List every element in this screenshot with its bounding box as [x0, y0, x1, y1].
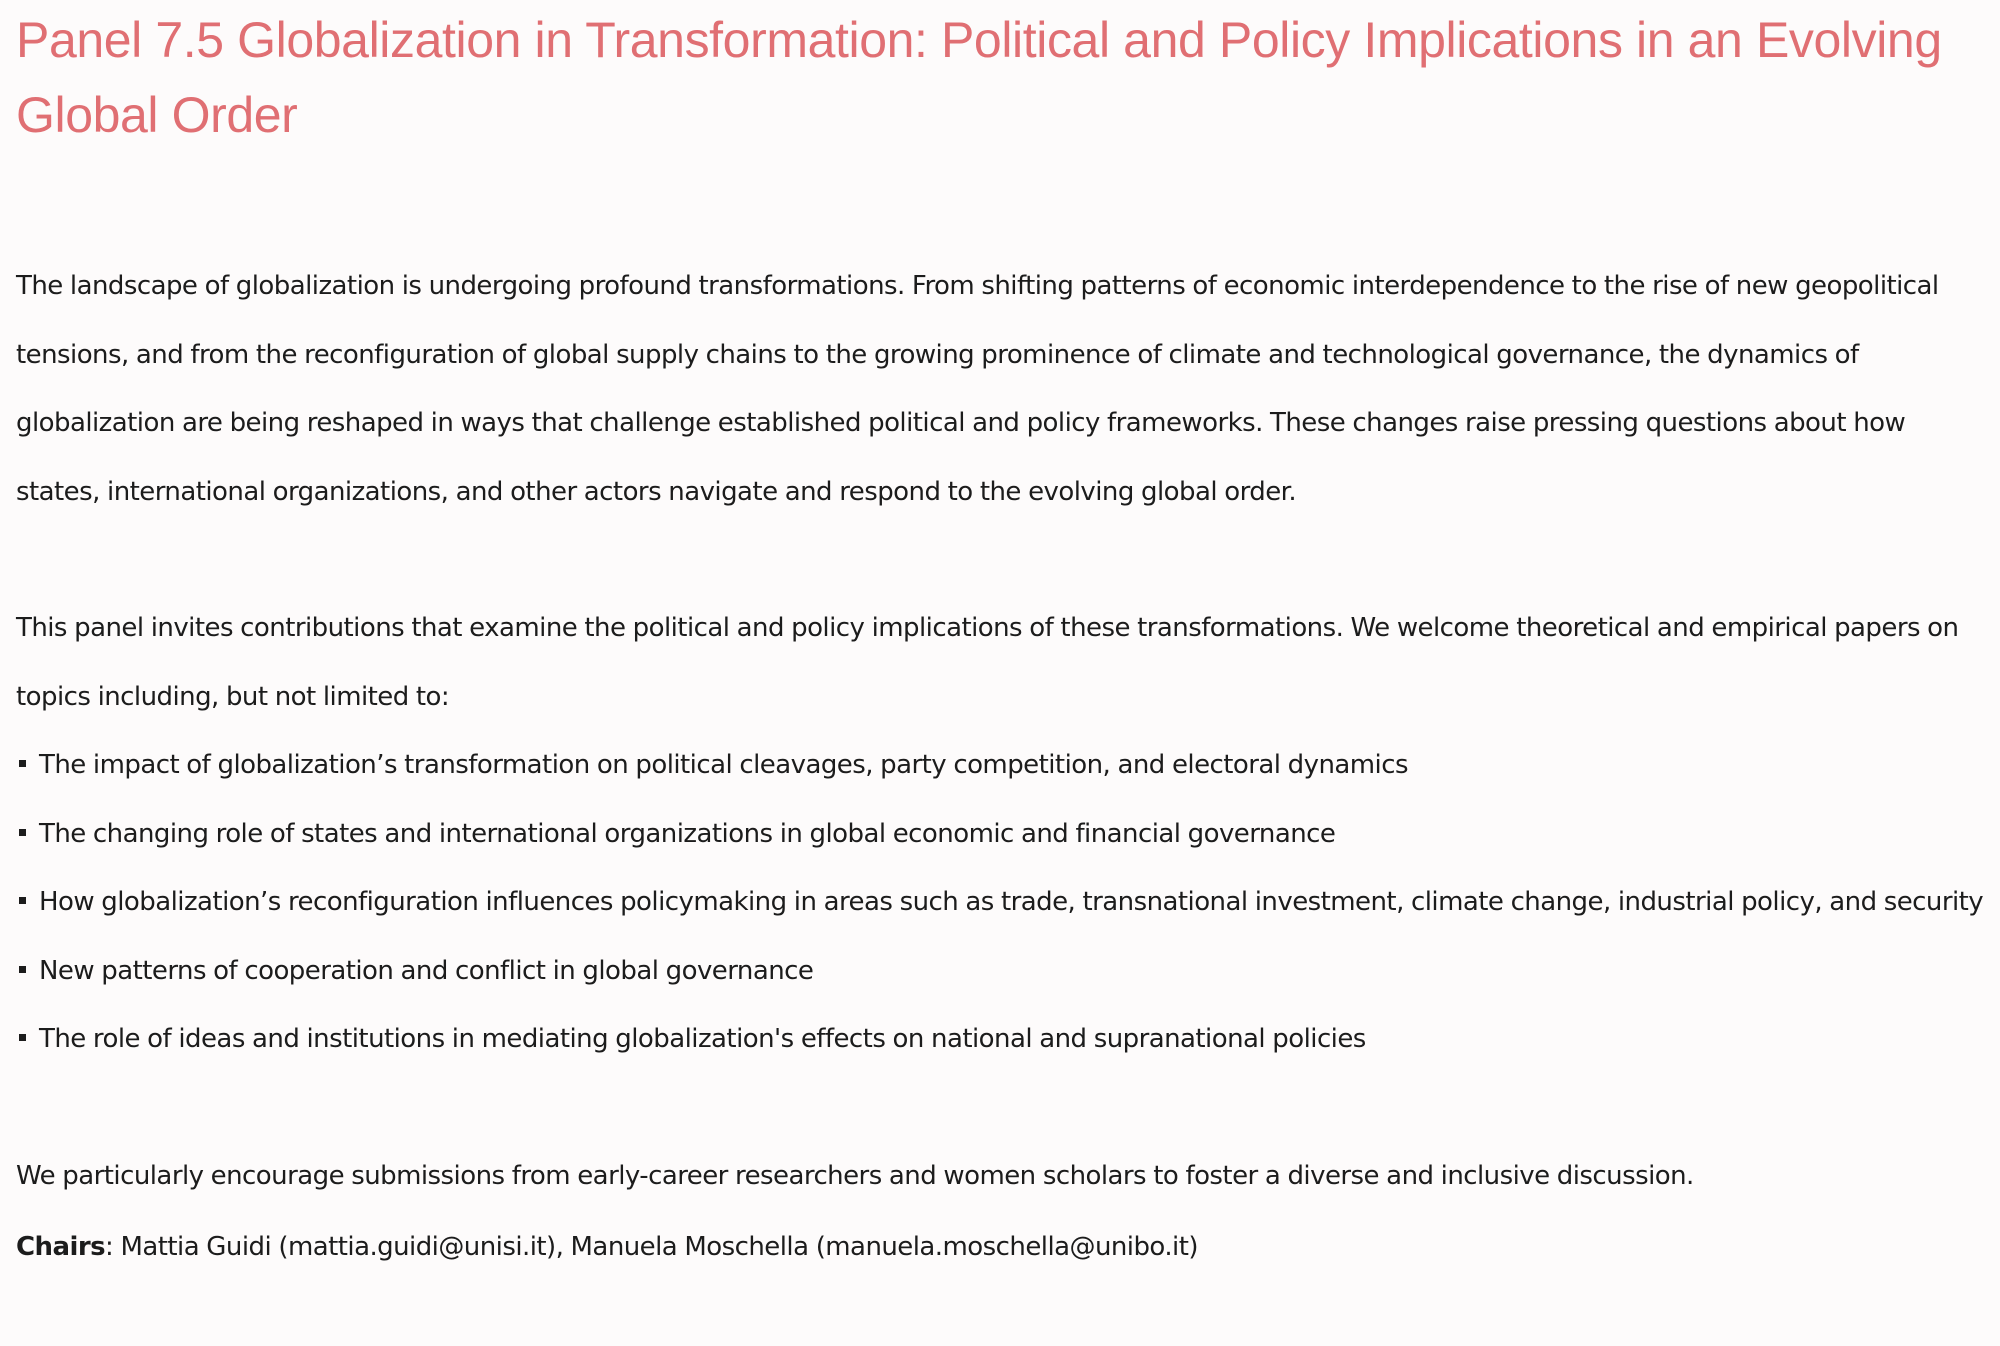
intro-paragraph-2: This panel invites contributions that examine the political and policy implications of these transformations. We welcome theoretical and empirical papers on topics including, but not limited to: — [16, 613, 1959, 712]
bullet-icon — [19, 760, 26, 767]
chairs-separator: : — [105, 1232, 114, 1262]
topic-text: How globalization’s reconfiguration influences policymaking in areas such as trade, transnational investment, climate change, industrial policy, and security — [39, 887, 1984, 917]
list-item — [16, 800, 1991, 869]
chairs-names: Mattia Guidi (mattia.guidi@unisi.it), Manuela Moschella (manuela.moschella@unibo.it) — [113, 1232, 1198, 1262]
bullet-icon — [19, 966, 26, 973]
bullet-icon — [19, 1034, 26, 1041]
topic-text: New patterns of cooperation and conflict in global governance — [39, 955, 814, 986]
chairs-line — [16, 1217, 1991, 1278]
panel-description — [16, 0, 1991, 1278]
topic-text: The role of ideas and institutions in mediating globalization's effects on national and supranational policies — [39, 1024, 1366, 1054]
list-item — [16, 868, 1991, 937]
topic-text: The changing role of states and international organizations in global economic and financial governance — [39, 818, 1336, 849]
topic-text: The impact of globalization’s transformation on political cleavages, party competition, and electoral dynamics — [39, 750, 1408, 780]
chairs-label: Chairs — [16, 1232, 106, 1262]
intro-paragraph-1: The landscape of globalization is undergoing profound transformations. From shifting patterns of economic interdependence to the rise of new geopolitical tensions, and from the reconfiguration of global supply chains to the growing prominence of climate and technological governance, the dynamics of globalization are being reshaped in ways that challenge established political and policy frameworks. These changes raise pressing questions about how states, international organizations, and other actors navigate and respond to the evolving global order. — [16, 271, 1939, 507]
encouragement-paragraph: We particularly encourage submissions from early-career researchers and women scholars to foster a diverse and inclusive discussion. — [16, 1160, 1694, 1191]
bullet-icon — [19, 829, 26, 836]
list-item — [16, 1005, 1991, 1074]
panel-title: Panel 7.5 Globalization in Transformation: Political and Policy Implications in an Evolving Global Order — [16, 12, 1942, 143]
bullet-icon — [19, 897, 26, 904]
list-item — [16, 731, 1991, 800]
topics-list — [16, 731, 1991, 1074]
list-item — [16, 937, 1991, 1006]
